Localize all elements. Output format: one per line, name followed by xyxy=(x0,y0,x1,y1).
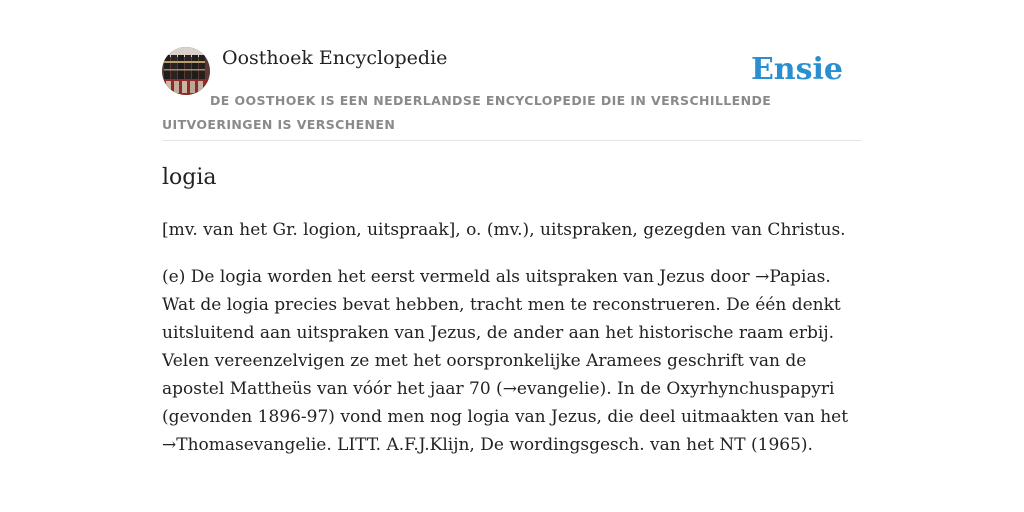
brand-logo[interactable]: Ensie xyxy=(750,52,843,87)
article-definition: [mv. van het Gr. logion, uitspraak], o. (mv.), uitspraken, gezegden van Christus. xyxy=(162,220,846,240)
body-text: ). In de Oxyrhynchuspapyri (gevonden 1896-97) vond men nog logia van Jezus, die deel uitmaakten van het xyxy=(162,379,849,427)
link-papias[interactable]: →Papias xyxy=(755,267,826,287)
avatar[interactable] xyxy=(162,47,210,95)
link-thomasevangelie[interactable]: →Thomasevangelie xyxy=(162,435,327,455)
article-body xyxy=(162,263,862,459)
books-icon xyxy=(162,47,210,95)
site-name[interactable]: Oosthoek Encyclopedie xyxy=(222,47,448,69)
article-title: logia xyxy=(162,165,217,190)
site-header xyxy=(162,46,862,141)
article xyxy=(162,160,862,459)
site-tagline: DE OOSTHOEK IS EEN NEDERLANDSE ENCYCLOPEDIE DIE IN VERSCHILLENDE UITVOERINGEN IS VERSCHENEN xyxy=(162,93,772,132)
body-text: . LITT. A.F.J.Klijn, De wordingsgesch. van het NT (1965). xyxy=(326,435,813,455)
body-text: . Wat de logia precies bevat hebben, tracht men te reconstrueren. De één denkt uitsluitend aan uitspraken van Jezus, de ander aan het historische raam erbij. Velen vereenzelvigen ze met het oorspronkelijke Aramees geschrift van de apostel Mattheüs van vóór het jaar 70 ( xyxy=(162,267,841,399)
link-evangelie[interactable]: →evangelie xyxy=(502,379,600,399)
body-text: (e) De logia worden het eerst vermeld als uitspraken van Jezus door xyxy=(162,267,756,287)
